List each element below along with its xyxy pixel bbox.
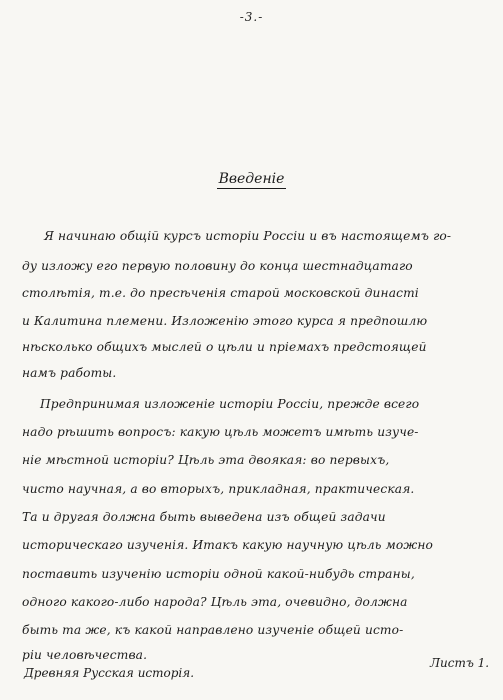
text-line: быть та же, къ какой направлено изученіе общей исто-: [22, 623, 404, 637]
text-line: чисто научная, а во вторыхъ, прикладная, практическая.: [22, 482, 415, 496]
text-line: надо рѣшить вопросъ: какую цѣль можетъ имѣть изуче-: [22, 425, 419, 439]
text-line: историческаго изученія. Итакъ какую научную цѣль можно: [22, 538, 434, 552]
text-line: нѣсколько общихъ мыслей о цѣли и пріемахъ предстоящей: [22, 340, 427, 354]
text-line: Та и другая должна быть выведена изъ общей задачи: [22, 510, 386, 524]
section-heading: Введеніе: [218, 171, 285, 187]
text-line: столѣтія, т.е. до пресѣченія старой московской династі: [22, 286, 419, 300]
text-line: ду изложу его первую половину до конца шестнадцатаго: [22, 259, 413, 273]
text-line: одного какого-либо народа? Цѣль эта, очевидно, должна: [22, 595, 408, 609]
page-number: -3.-: [239, 10, 264, 24]
text-line: намъ работы.: [22, 366, 117, 380]
text-line: и Калитина племени. Изложенію этого курса я предпошлю: [22, 314, 428, 328]
sheet-number: Листъ 1.: [430, 656, 490, 670]
text-line: ніе мѣстной исторіи? Цѣль эта двоякая: во первыхъ,: [22, 453, 390, 467]
text-line: Предпринимая изложеніе исторіи Россіи, прежде всего: [40, 397, 420, 411]
footer-title: Древняя Русская исторія.: [24, 666, 195, 680]
text-line: ріи человѣчества.: [22, 648, 148, 662]
text-line: Я начинаю общій курсъ исторіи Россіи и въ настоящемъ го-: [44, 229, 452, 243]
text-line: поставить изученію исторіи одной какой-нибудь страны,: [22, 567, 415, 581]
